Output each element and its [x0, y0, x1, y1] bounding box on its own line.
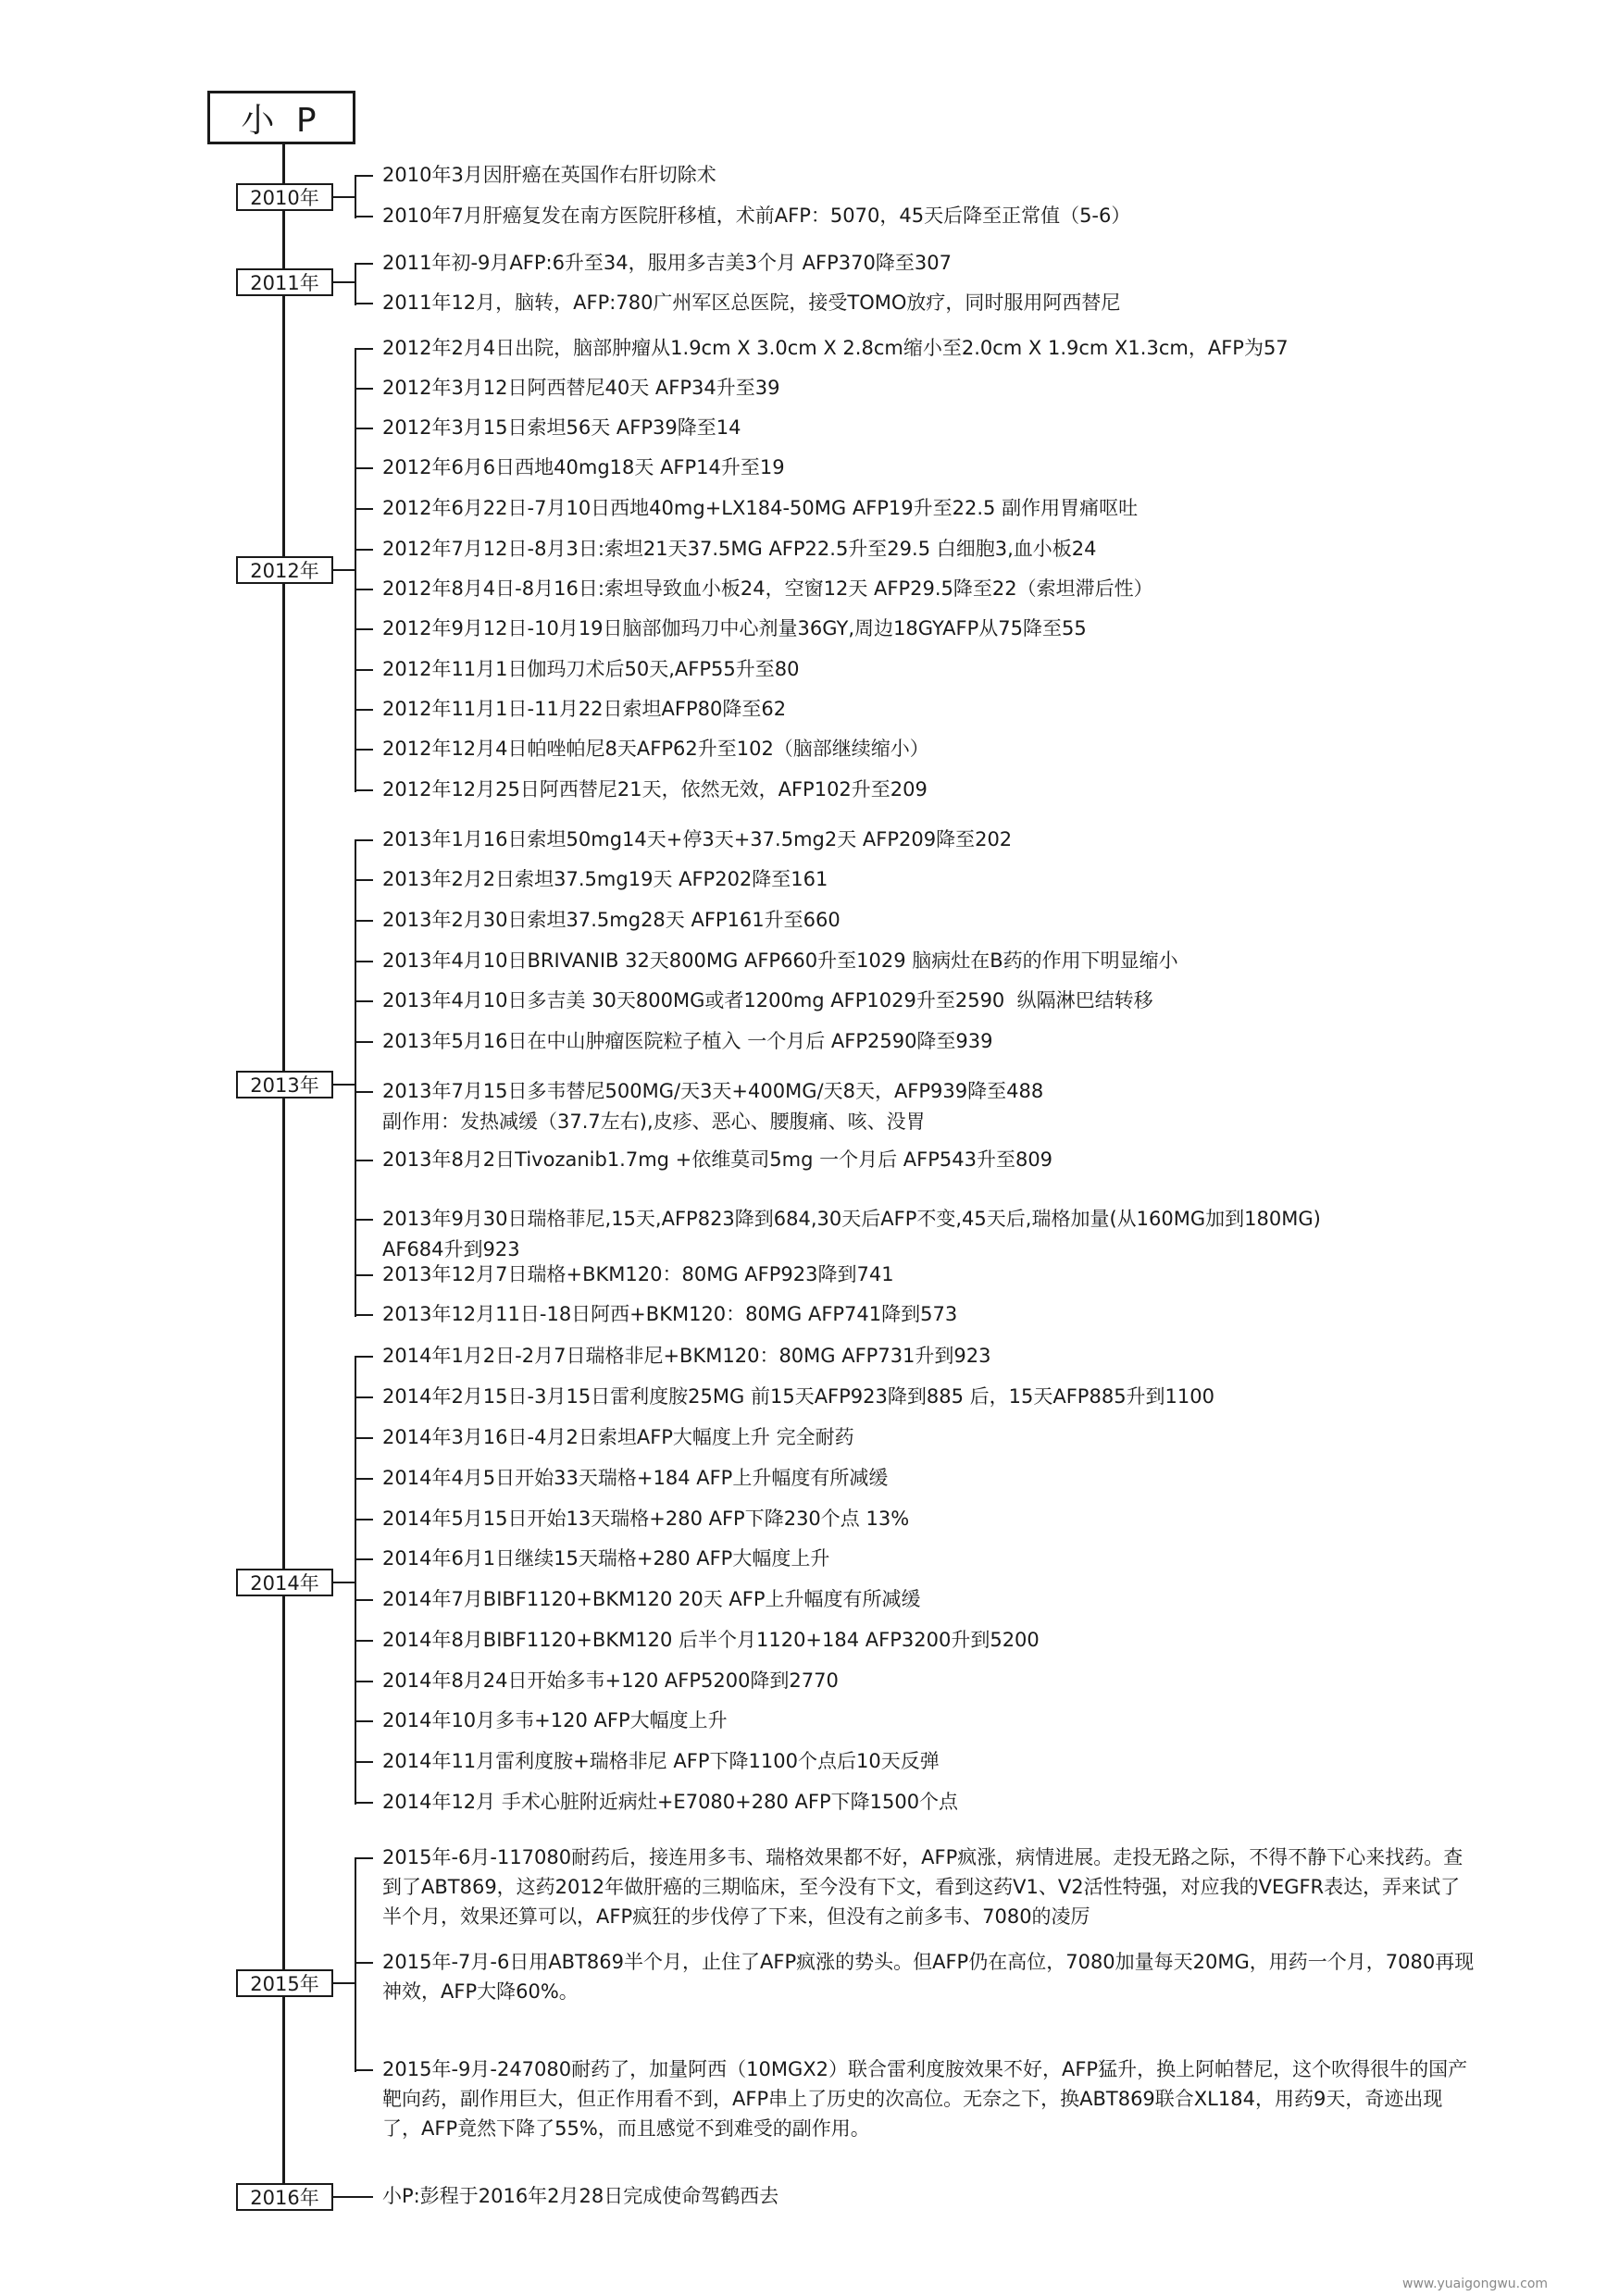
year-connector	[333, 569, 355, 571]
entry-tick	[355, 467, 373, 469]
year-label: 2016年	[236, 2183, 333, 2211]
year-label: 2014年	[236, 1569, 333, 1596]
timeline-entry: 2012年7月12日-8月3日:索坦21天37.5MG AFP22.5升至29.5 白细胞3,血小板24	[382, 538, 1097, 560]
entry-tick	[355, 1314, 373, 1316]
entry-tick	[355, 1962, 373, 1964]
year-bracket	[355, 264, 356, 305]
timeline-entry: 2014年2月15日-3月15日雷利度胺25MG 前15天AFP923降到885 后，15天AFP885升到1100	[382, 1385, 1214, 1408]
entry-tick	[355, 749, 373, 751]
timeline-entry: 2014年4月5日开始33天瑞格+184 AFP上升幅度有所减缓	[382, 1467, 889, 1489]
person-title: 小 P	[207, 91, 355, 144]
timeline-entry: 2013年9月30日瑞格菲尼,15天,AFP823降到684,30天后AFP不变,45天后,瑞格加量(从160MG加到180MG) AF684升到923	[382, 1208, 1321, 1260]
entry-tick	[355, 1041, 373, 1043]
timeline-entry: 2011年12月，脑转，AFP:780广州军区总医院，接受TOMO放疗，同时服用阿西替尼	[382, 292, 1121, 314]
timeline-entry: 2013年2月2日索坦37.5mg19天 AFP202降至161	[382, 868, 828, 890]
timeline-entry: 2012年11月1日-11月22日索坦AFP80降至62	[382, 698, 787, 720]
year-bracket	[355, 840, 356, 1317]
timeline-entry: 2014年6月1日继续15天瑞格+280 AFP大幅度上升	[382, 1547, 830, 1570]
timeline-entry: 2010年3月因肝癌在英国作右肝切除术	[382, 164, 716, 186]
timeline-entry: 2011年初-9月AFP:6升至34，服用多吉美3个月 AFP370降至307	[382, 252, 952, 274]
entry-tick	[355, 839, 373, 841]
entry-tick	[355, 428, 373, 429]
timeline-entry: 2015年-7月-6日用ABT869半个月，止住了AFP疯涨的势头。但AFP仍在高位，7080加量每天20MG，用药一个月，7080再现神效，AFP大降60%。	[382, 1951, 1475, 2003]
year-connector	[333, 1982, 355, 1984]
entry-tick	[355, 879, 373, 881]
entry-tick	[355, 348, 373, 350]
entry-tick	[355, 1000, 373, 1002]
timeline-entry: 2013年4月10日多吉美 30天800MG或者1200mg AFP1029升至2590 纵隔淋巴结转移	[382, 989, 1153, 1011]
timeline-entry: 2010年7月肝癌复发在南方医院肝移植，术前AFP：5070，45天后降至正常值（5-6）	[382, 205, 1131, 227]
timeline-entry: 2013年12月7日瑞格+BKM120：80MG AFP923降到741	[382, 1263, 894, 1285]
year-connector	[333, 1084, 355, 1086]
year-bracket	[355, 1357, 356, 1805]
entry-tick	[355, 1640, 373, 1642]
entry-tick	[355, 1160, 373, 1161]
entry-tick	[355, 1396, 373, 1398]
timeline-entry: 2012年6月6日西地40mg18天 AFP14升至19	[382, 456, 785, 478]
year-bracket	[355, 1858, 356, 2072]
entry-tick	[355, 2196, 373, 2198]
timeline-entry: 2012年3月12日阿西替尼40天 AFP34升至39	[382, 377, 780, 399]
entry-tick	[355, 709, 373, 711]
timeline-entry: 2014年8月BIBF1120+BKM120 后半个月1120+184 AFP3200升到5200	[382, 1629, 1040, 1651]
entry-tick	[355, 549, 373, 551]
timeline-entry: 2013年5月16日在中山肿瘤医院粒子植入 一个月后 AFP2590降至939	[382, 1030, 993, 1052]
timeline-entry: 2015年-6月-117080耐药后，接连用多韦、瑞格效果都不好，AFP疯涨，病情进展。走投无路之际，不得不静下心来找药。查到了ABT869，这药2012年做肝癌的三期临床，至今没有下文，看到这药V1、V2活性特强，对应我的VEGFR表达，弄来试了半个月，效果还算可以，AFP疯狂的步伐停了下来，但没有之前多韦、7080的凌厉	[382, 1846, 1463, 1928]
timeline-entry: 2012年3月15日索坦56天 AFP39降至14	[382, 416, 741, 439]
entry-tick	[355, 216, 373, 217]
entry-tick	[355, 1720, 373, 1722]
watermark: www.yuaigongwu.com	[1402, 2277, 1549, 2291]
entry-tick	[355, 628, 373, 630]
entry-tick	[355, 303, 373, 304]
timeline-entry: 2013年12月11日-18日阿西+BKM120：80MG AFP741降到573	[382, 1303, 958, 1325]
timeline-entry: 2012年11月1日伽玛刀术后50天,AFP55升至80	[382, 658, 800, 680]
entry-tick	[355, 589, 373, 590]
year-connector	[333, 196, 355, 198]
entry-tick	[355, 961, 373, 962]
timeline-entry: 2012年12月25日阿西替尼21天，依然无效，AFP102升至209	[382, 778, 928, 800]
year-bracket	[355, 176, 356, 218]
year-label: 2013年	[236, 1071, 333, 1098]
year-connector	[333, 281, 355, 283]
timeline-entry: 2014年3月16日-4月2日索坦AFP大幅度上升 完全耐药	[382, 1426, 854, 1448]
timeline-entry: 2014年12月 手术心脏附近病灶+E7080+280 AFP下降1500个点	[382, 1791, 959, 1813]
year-label: 2015年	[236, 1969, 333, 1997]
timeline-entry: 2015年-9月-247080耐药了，加量阿西（10MGX2）联合雷利度胺效果不好，AFP猛升，换上阿帕替尼，这个吹得很牛的国产靶向药，副作用巨大，但正作用看不到，AFP串上了历史的次高位。无奈之下，换ABT869联合XL184，用药9天，奇迹出现了，AFP竟然下降了55%，而且感觉不到难受的副作用。	[382, 2058, 1468, 2140]
timeline-entry: 2012年2月4日出院，脑部肿瘤从1.9cm X 3.0cm X 2.8cm缩小至2.0cm X 1.9cm X1.3cm，AFP为57	[382, 337, 1289, 359]
entry-tick	[355, 1761, 373, 1763]
timeline-entry: 2012年6月22日-7月10日西地40mg+LX184-50MG AFP19升至22.5 副作用胃痛呕吐	[382, 497, 1139, 519]
timeline-entry: 2012年8月4日-8月16日:索坦导致血小板24，空窗12天 AFP29.5降至22（索坦滞后性）	[382, 577, 1153, 600]
entry-tick	[355, 1802, 373, 1804]
timeline-entry: 2013年2月30日索坦37.5mg28天 AFP161升至660	[382, 909, 841, 931]
entry-tick	[355, 508, 373, 510]
timeline-entry: 小P:彭程于2016年2月28日完成使命驾鹤西去	[382, 2185, 779, 2207]
entry-tick	[355, 1437, 373, 1439]
year-label: 2012年	[236, 556, 333, 584]
entry-tick	[355, 1274, 373, 1276]
entry-tick	[355, 1681, 373, 1682]
year-label: 2010年	[236, 183, 333, 211]
entry-tick	[355, 2069, 373, 2071]
timeline-entry: 2013年4月10日BRIVANIB 32天800MG AFP660升至1029 脑病灶在B药的作用下明显缩小	[382, 949, 1178, 972]
entry-tick	[355, 1091, 373, 1093]
timeline-entry: 2013年8月2日Tivozanib1.7mg +依维莫司5mg 一个月后 AFP543升至809	[382, 1148, 1053, 1171]
entry-tick	[355, 388, 373, 390]
year-connector	[333, 2196, 355, 2198]
entry-tick	[355, 789, 373, 791]
entry-tick	[355, 1219, 373, 1221]
timeline-entry: 2013年1月16日索坦50mg14天+停3天+37.5mg2天 AFP209降至202	[382, 828, 1013, 850]
entry-tick	[355, 175, 373, 177]
entry-tick	[355, 1519, 373, 1520]
entry-tick	[355, 1857, 373, 1859]
timeline-entry: 2013年7月15日多韦替尼500MG/天3天+400MG/天8天，AFP939降至488 副作用：发热减缓（37.7左右),皮疹、恶心、腰腹痛、咳、没胃	[382, 1080, 1044, 1133]
entry-tick	[355, 263, 373, 265]
entry-tick	[355, 1599, 373, 1601]
timeline-entry: 2014年11月雷利度胺+瑞格非尼 AFP下降1100个点后10天反弹	[382, 1750, 940, 1772]
entry-tick	[355, 1558, 373, 1560]
year-label: 2011年	[236, 268, 333, 296]
timeline-entry: 2014年5月15日开始13天瑞格+280 AFP下降230个点 13%	[382, 1508, 910, 1530]
timeline-entry: 2014年10月多韦+120 AFP大幅度上升	[382, 1709, 728, 1731]
entry-tick	[355, 1356, 373, 1358]
timeline-entry: 2012年9月12日-10月19日脑部伽玛刀中心剂量36GY,周边18GYAFP从75降至55	[382, 617, 1087, 639]
timeline-entry: 2014年7月BIBF1120+BKM120 20天 AFP上升幅度有所减缓	[382, 1588, 921, 1610]
timeline-entry: 2014年8月24日开始多韦+120 AFP5200降到2770	[382, 1669, 839, 1692]
timeline-axis	[282, 144, 285, 2211]
year-connector	[333, 1582, 355, 1583]
year-bracket	[355, 349, 356, 792]
entry-tick	[355, 920, 373, 922]
entry-tick	[355, 1478, 373, 1480]
timeline-entry: 2012年12月4日帕唑帕尼8天AFP62升至102（脑部继续缩小）	[382, 738, 929, 760]
entry-tick	[355, 669, 373, 671]
timeline-entry: 2014年1月2日-2月7日瑞格非尼+BKM120：80MG AFP731升到923	[382, 1345, 991, 1367]
